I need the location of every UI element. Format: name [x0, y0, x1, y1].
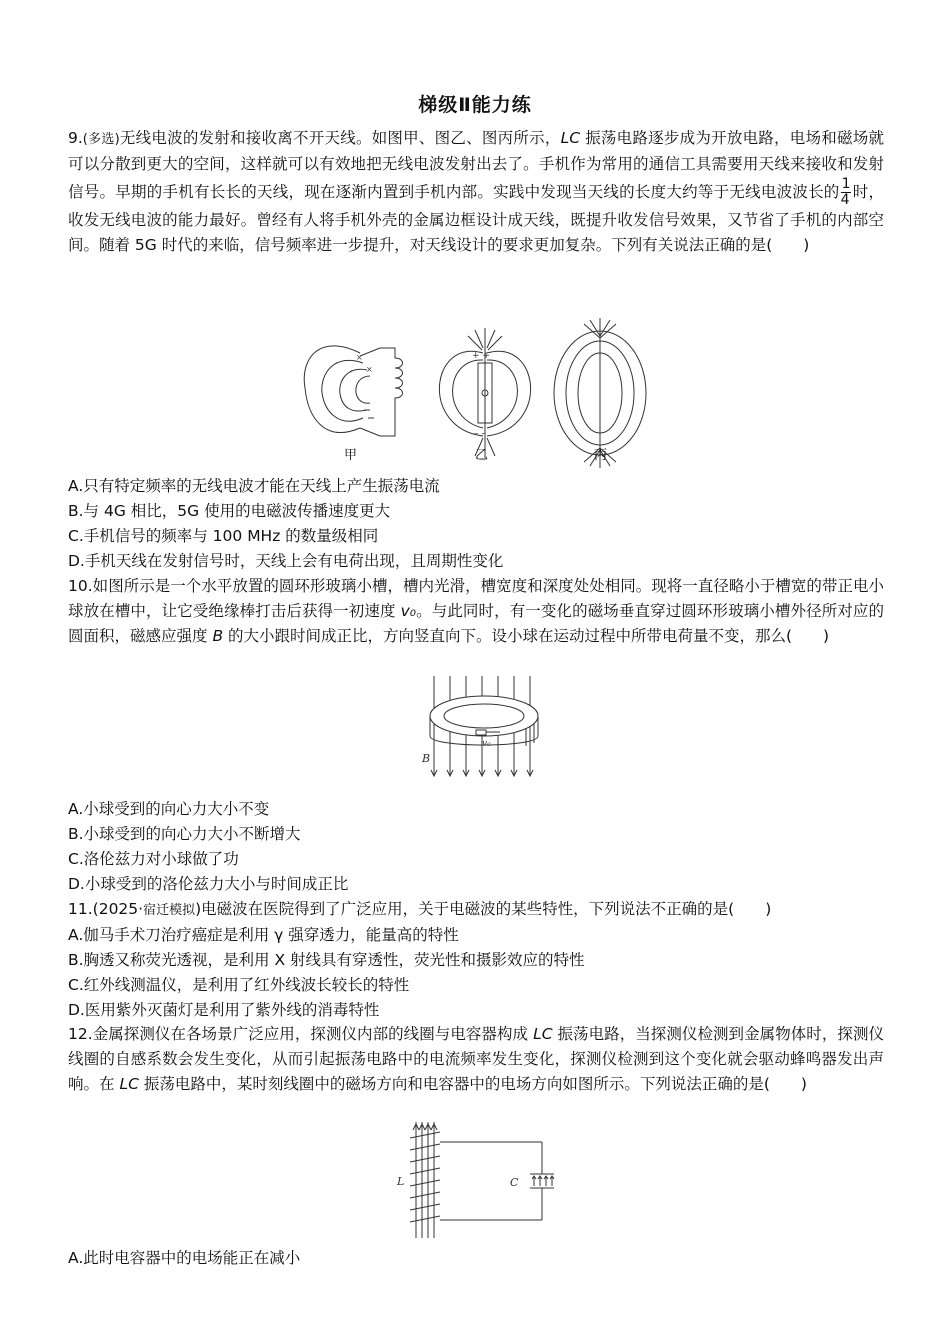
question-text: 振荡电路逐步成为开放电路，电场和磁场就可以分散到更大的空间，这样就可以有效地把无线电波发射出去了。手机作为常用的通信工具需要用天线来接收和发射信号。早期的手机有长长的天线，现在逐渐内置到手机内部。实践中发现当天线的长度大约等于无线电波波长的 — [68, 129, 884, 201]
question-9-options — [68, 474, 884, 574]
question-tag-open: (2025· — [92, 900, 144, 918]
question-tag-close: ) — [195, 900, 202, 918]
question-text: 金属探测仪在各场景广泛应用，探测仪内部的线圈与电容器构成 — [92, 1025, 534, 1043]
question-10 — [68, 574, 884, 649]
lc-symbol: LC — [533, 1025, 553, 1043]
question-text: 振荡电路中，某时刻线圈中的磁场方向和电容器中的电场方向如图所示。下列说法正确的是( ) — [138, 1075, 807, 1093]
field-label-b: B — [422, 752, 431, 765]
question-number: 9. — [68, 129, 83, 147]
question-text: 。与此同时，有一变化的磁场垂直穿过圆环形玻璃小槽外径所对应的圆面积，磁感应强度 — [68, 602, 884, 645]
question-11 — [68, 897, 884, 1023]
question-text: 振荡电路，当探测仪检测到金属物体时，探测仪线圈的自感系数会发生变化，从而引起振荡电路中的电流频率发生变化，探测仪检测到这个变化就会驱动蜂鸣器发出声响。在 — [68, 1025, 884, 1093]
svg-text:– –: – – — [474, 429, 486, 439]
v0-symbol: v₀ — [400, 602, 417, 620]
question-text: 如图所示是一个水平放置的圆环形玻璃小槽，槽内光滑，槽宽度和深度处处相同。现将一直径略小于槽宽的带正电小球放在槽中，让它受绝缘棒打击后获得一初速度 — [68, 577, 884, 620]
option-a: A.伽马手术刀治疗癌症是利用 γ 强穿透力，能量高的特性 — [68, 926, 459, 944]
figure-label-yi: 乙 — [475, 448, 489, 463]
figure-label-bing: 丙 — [594, 448, 608, 463]
option-d: D.小球受到的洛伦兹力大小与时间成正比 — [68, 875, 349, 893]
question-tag: (多选) — [82, 132, 120, 147]
option-a: A.只有特定频率的无线电波才能在天线上产生振荡电流 — [68, 477, 440, 495]
option-a: A.此时电容器中的电场能正在减小 — [68, 1249, 301, 1267]
option-c: C.手机信号的频率与 100 MHz 的数量级相同 — [68, 527, 379, 545]
option-b: B.胸透又称荧光透视，是利用 X 射线具有穿透性，荧光性和摄影效应的特性 — [68, 951, 585, 969]
question-10-options — [68, 797, 884, 897]
question-12-options — [68, 1246, 884, 1271]
question-9 — [68, 126, 884, 258]
option-d: D.手机天线在发射信号时，天线上会有电荷出现，且周期性变化 — [68, 552, 504, 570]
option-b: B.与 4G 相比，5G 使用的电磁波传播速度更大 — [68, 502, 391, 520]
question-number: 10. — [68, 577, 93, 595]
question-text: 电磁波在医院得到了广泛应用，关于电磁波的某些特性，下列说法不正确的是( ) — [201, 900, 772, 918]
question-text: 的大小跟时间成正比，方向竖直向下。设小球在运动过程中所带电荷量不变，那么( ) — [223, 627, 830, 645]
option-b: B.小球受到的向心力大小不断增大 — [68, 825, 301, 843]
question-number: 11. — [68, 900, 93, 918]
figure-label-jia: 甲 — [344, 448, 358, 463]
figure-jia — [304, 346, 402, 436]
fraction-numerator: 1 — [841, 176, 851, 192]
svg-text:+ +: + + — [472, 351, 490, 361]
lc-symbol: LC — [119, 1075, 139, 1093]
capacitor-label: C — [510, 1176, 519, 1189]
option-c: C.洛伦兹力对小球做了功 — [68, 850, 239, 868]
figure-yi — [439, 328, 530, 458]
question-text: 无线电波的发射和接收离不开天线。如图甲、图乙、图丙所示， — [119, 129, 561, 147]
section-title: 梯级Ⅱ能力练 — [418, 94, 532, 116]
ring-trough-figure — [418, 676, 543, 778]
inductor-label: L — [397, 1175, 405, 1188]
question-number: 12. — [68, 1025, 93, 1043]
lc-symbol: LC — [560, 129, 581, 147]
option-a: A.小球受到的向心力大小不变 — [68, 800, 270, 818]
lc-circuit-figure — [392, 1118, 562, 1242]
b-symbol: B — [212, 627, 224, 645]
question-source: 宿迁模拟 — [143, 903, 196, 918]
svg-text:×: × — [366, 365, 373, 374]
question-text: 时，收发无线电波的能力最好。曾经有人将手机外壳的金属边框设计成天线，既提升收发信号效果，又节省了手机的内部空间。随着 5G 时代的来临，信号频率进一步提升，对天线设计的要求更加复杂。下列有关说法正确的是( ) — [68, 183, 884, 254]
svg-text:×: × — [356, 353, 363, 362]
fraction-denominator: 4 — [840, 192, 850, 208]
question-11-stem — [68, 897, 884, 923]
option-d: D.医用紫外灭菌灯是利用了紫外线的消毒特性 — [68, 1001, 380, 1019]
question-12 — [68, 1022, 884, 1097]
fraction-one-quarter — [841, 177, 852, 208]
option-c: C.红外线测温仪，是利用了红外线波长较长的特性 — [68, 976, 410, 994]
velocity-label: v₀ — [482, 739, 491, 749]
